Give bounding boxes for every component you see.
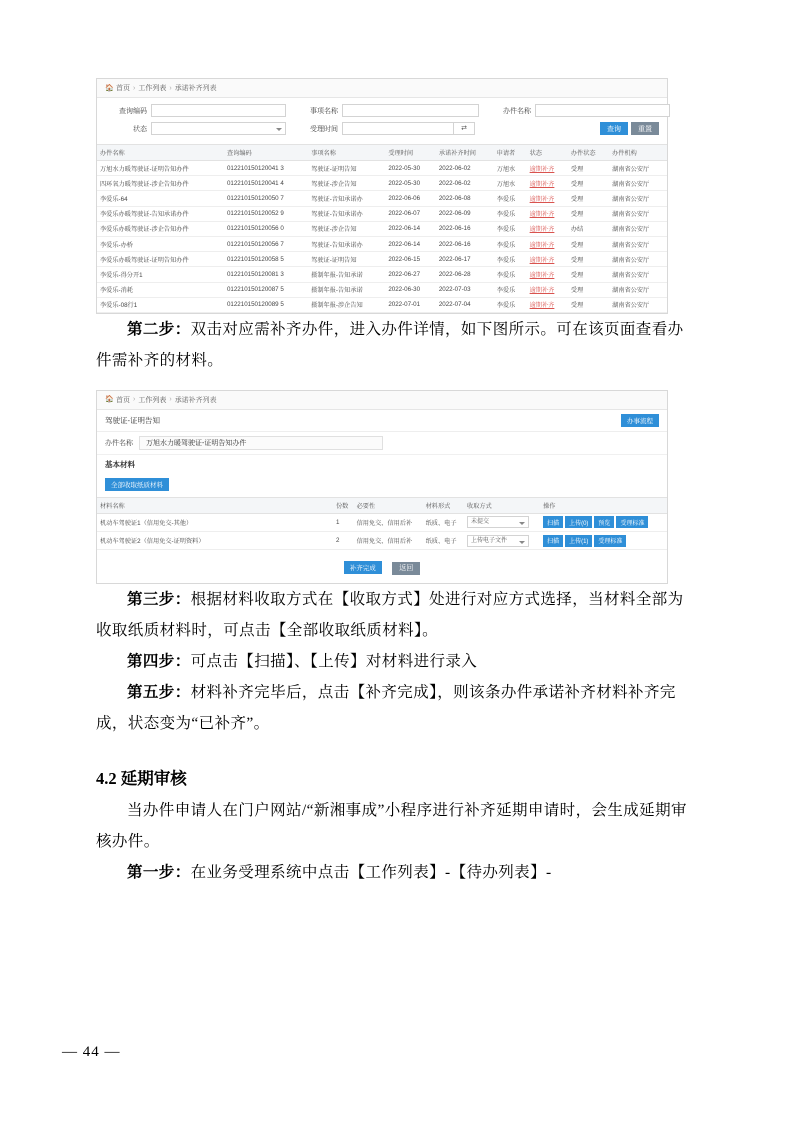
cell-status xyxy=(527,282,568,297)
action-button[interactable]: 扫描 xyxy=(543,516,563,528)
cell: 万旭水 xyxy=(494,161,527,176)
search-button[interactable]: 查询 xyxy=(600,122,628,135)
paragraph-step-three xyxy=(96,584,696,646)
step-one-label: 第一步： xyxy=(127,864,191,882)
cell: 李爱乐-08行1 xyxy=(97,297,224,312)
cell: 2022-06-28 xyxy=(436,267,494,282)
table-row[interactable] xyxy=(97,236,667,251)
cell: 湖南省公安厅 xyxy=(609,297,667,312)
cell: 四环氧力暖驾驶证-涉企告知办件 xyxy=(97,176,224,191)
cell: 受理 xyxy=(568,282,609,297)
cell: 驾驶证-涉企告知 xyxy=(308,176,385,191)
cell: 李爱乐 xyxy=(494,236,527,251)
action-button[interactable]: 上传(1) xyxy=(565,535,592,547)
search-row-2 xyxy=(105,122,659,135)
cell: 2022-06-06 xyxy=(385,191,436,206)
cell: 2022-06-02 xyxy=(436,176,494,191)
cell: 李爱乐 xyxy=(494,206,527,221)
input-query-code[interactable] xyxy=(151,104,286,117)
cell: 摄制年报-涉企告知 xyxy=(308,297,385,312)
field-status xyxy=(105,122,286,135)
search-panel xyxy=(97,98,667,144)
cell: 2022-06-08 xyxy=(436,191,494,206)
cell: 驾驶证-音知承诺办 xyxy=(308,191,385,206)
table-row[interactable] xyxy=(97,267,667,282)
table-row[interactable] xyxy=(97,176,667,191)
cell-count: 1 xyxy=(333,513,354,531)
col-query-code: 查询编码 xyxy=(224,145,308,161)
cell: 012210150120041 4 xyxy=(224,176,308,191)
cell-actions xyxy=(540,532,667,550)
cell: 李爱乐办暖驾驶证-证明告知办件 xyxy=(97,252,224,267)
materials-table xyxy=(97,497,667,550)
paragraph-step-five xyxy=(96,677,696,739)
search-actions xyxy=(596,122,659,135)
breadcrumb-separator-1: › xyxy=(133,84,136,92)
detail-footer xyxy=(97,550,667,583)
breadcrumb-worklist[interactable]: 工作列表 xyxy=(138,396,167,404)
cell: 李爱乐-64 xyxy=(97,191,224,206)
page-number: — 44 — xyxy=(62,1044,121,1060)
col-item-name: 事项名称 xyxy=(308,145,385,161)
paragraph-step-four xyxy=(96,646,696,677)
basic-materials-label: 基本材料 xyxy=(105,459,135,469)
breadcrumb-separator-1: › xyxy=(133,396,136,404)
cell: 李爱乐 xyxy=(494,297,527,312)
field-item-name xyxy=(296,104,479,117)
cell: 012210150120056 0 xyxy=(224,221,308,236)
cell: 2022-06-16 xyxy=(436,236,494,251)
collect-all-paper-button[interactable]: 全部收取纸质材料 xyxy=(105,478,169,491)
detail-panel-header xyxy=(97,410,667,432)
label-query-code: 查询编码 xyxy=(119,107,147,115)
col-collect-method: 收取方式 xyxy=(464,497,540,513)
step-five-label: 第五步： xyxy=(127,684,191,702)
breadcrumb xyxy=(97,79,667,98)
col-status: 状态 xyxy=(527,145,568,161)
cell-material-name: 机动车驾驶证1（信用免交-其他） xyxy=(97,513,333,531)
cell: 湖南省公安厅 xyxy=(609,191,667,206)
case-name-value: 万旭水力暖驾驶证-证明告知办件 xyxy=(139,436,383,450)
cell-necessity: 信用免交、信用后补 xyxy=(354,513,423,531)
breadcrumb-current: 承诺补齐列表 xyxy=(174,85,217,92)
status-link[interactable]: 逾期补齐 xyxy=(529,226,555,234)
cell-necessity: 信用免交、信用后补 xyxy=(354,532,423,550)
label-case-name: 办件名称 xyxy=(503,107,531,115)
cell: 2022-07-01 xyxy=(385,297,436,312)
col-accept-time: 受理时间 xyxy=(385,145,436,161)
cell: 办结 xyxy=(568,221,609,236)
breadcrumb-2 xyxy=(97,391,667,410)
cell: 012210150120050 7 xyxy=(224,191,308,206)
cell: 受理 xyxy=(568,206,609,221)
cell-collect-method xyxy=(464,532,540,550)
cell: 驾驶证-证明告知 xyxy=(308,252,385,267)
cell: 湖南省公安厅 xyxy=(609,176,667,191)
table-body xyxy=(97,161,667,313)
cell: 2022-06-16 xyxy=(436,221,494,236)
breadcrumb-worklist[interactable]: 工作列表 xyxy=(138,85,167,92)
cell: 李爱乐 xyxy=(494,252,527,267)
status-link[interactable]: 逾期补齐 xyxy=(529,195,555,203)
cell: 受理 xyxy=(568,236,609,251)
process-guide-button[interactable]: 办事流程 xyxy=(621,414,659,427)
cell: 李爱乐 xyxy=(494,191,527,206)
cell: 湖南省公安厅 xyxy=(609,221,667,236)
collect-method-select[interactable]: 未提交 xyxy=(467,516,529,528)
cell: 2022-06-27 xyxy=(385,267,436,282)
cell: 摄制年报-告知承诺 xyxy=(308,267,385,282)
figure-case-detail xyxy=(96,390,668,584)
cell: 2022-05-30 xyxy=(385,161,436,176)
detail-title: 驾驶证-证明告知 xyxy=(105,415,160,425)
input-accept-time[interactable] xyxy=(342,122,454,135)
cell: 2022-05-30 xyxy=(385,176,436,191)
case-name-row xyxy=(97,432,667,455)
step-three-label: 第三步： xyxy=(127,591,191,609)
home-icon: 🏠 xyxy=(105,84,114,92)
action-button[interactable]: 受理标准 xyxy=(594,535,626,547)
paragraph-extension-intro: 当办件申请人在门户网站/“新湘事成”小程序进行补齐延期申请时，会生成延期审核办件。 xyxy=(96,802,687,851)
table-row[interactable] xyxy=(97,161,667,176)
home-icon: 🏠 xyxy=(105,396,114,404)
cell-status xyxy=(527,236,568,251)
cell: 驾驶证-证明告知 xyxy=(308,161,385,176)
breadcrumb-home[interactable]: 首页 xyxy=(116,396,130,404)
cell: 2022-06-02 xyxy=(436,161,494,176)
breadcrumb-separator-2: › xyxy=(169,84,172,92)
figure-pending-supplement-list xyxy=(96,78,668,314)
cell-material-name: 机动车驾驶证2（信用免交-证明资料） xyxy=(97,532,333,550)
cell: 驾驶证-告知承诺办 xyxy=(308,236,385,251)
col-case-name: 办件名称 xyxy=(97,145,224,161)
cell: 湖南省公安厅 xyxy=(609,282,667,297)
input-item-name[interactable] xyxy=(342,104,479,117)
cell-form: 纸质、电子 xyxy=(423,513,464,531)
table-row[interactable] xyxy=(97,206,667,221)
step-two-text: 双击对应需补齐办件，进入办件详情，如下图所示。可在该页面查看办件需补齐的材料。 xyxy=(96,320,684,369)
materials-header-row xyxy=(97,497,667,513)
label-accept-time: 受理时间 xyxy=(310,125,338,133)
cell: 012210150120041 3 xyxy=(224,161,308,176)
action-button[interactable]: 预览 xyxy=(594,516,614,528)
breadcrumb-home[interactable]: 首页 xyxy=(116,85,130,92)
status-link[interactable]: 逾期补齐 xyxy=(529,165,555,173)
cell: 012210150120056 7 xyxy=(224,236,308,251)
cell: 受理 xyxy=(568,267,609,282)
cell: 摄制年报-告知承诺 xyxy=(308,282,385,297)
cell-status xyxy=(527,221,568,236)
select-status[interactable] xyxy=(151,122,286,135)
cell-status xyxy=(527,191,568,206)
col-form: 材料形式 xyxy=(423,497,464,513)
cell: 012210150120087 5 xyxy=(224,282,308,297)
cell: 012210150120089 5 xyxy=(224,297,308,312)
cell: 湖南省公安厅 xyxy=(609,236,667,251)
case-name-label: 办件名称 xyxy=(105,439,133,447)
input-case-name[interactable] xyxy=(535,104,670,117)
status-link[interactable]: 逾期补齐 xyxy=(529,211,555,219)
cell: 湖南省公安厅 xyxy=(609,206,667,221)
section-heading: 4.2 延期审核 xyxy=(96,769,187,789)
table-row[interactable] xyxy=(97,191,667,206)
label-item-name: 事项名称 xyxy=(310,107,338,115)
cell-status xyxy=(527,267,568,282)
cell: 李爱乐-消耗 xyxy=(97,282,224,297)
action-button[interactable]: 扫描 xyxy=(543,535,563,547)
label-status: 状态 xyxy=(133,125,147,133)
cell-collect-method xyxy=(464,513,540,531)
status-link[interactable]: 逾期补齐 xyxy=(529,180,555,188)
table-row[interactable] xyxy=(97,252,667,267)
col-org: 办件机构 xyxy=(609,145,667,161)
cell-form: 纸质、电子 xyxy=(423,532,464,550)
search-row-1 xyxy=(105,104,659,117)
cell-count: 2 xyxy=(333,532,354,550)
collect-method-select[interactable]: 上传电子文件 xyxy=(467,535,529,547)
action-button[interactable]: 受理标准 xyxy=(616,516,648,528)
cell: 受理 xyxy=(568,161,609,176)
cell: 李爱乐-办桥 xyxy=(97,236,224,251)
col-material-name: 材料名称 xyxy=(97,497,333,513)
cell: 2022-06-14 xyxy=(385,221,436,236)
cell: 2022-06-14 xyxy=(385,236,436,251)
paragraph-step-one xyxy=(96,857,696,888)
action-button[interactable]: 上传(0) xyxy=(565,516,592,528)
cell: 驾驶证-涉企告知 xyxy=(308,221,385,236)
cell: 2022-06-30 xyxy=(385,282,436,297)
step-five-text: 材料补齐完毕后，点击【补齐完成】，则该条办件承诺补齐材料补齐完成，状态变为“已补齐”。 xyxy=(96,684,676,733)
cell: 李爱乐-得分开1 xyxy=(97,267,224,282)
cell-status xyxy=(527,252,568,267)
material-row xyxy=(97,513,667,531)
cell: 受理 xyxy=(568,176,609,191)
table-header-row xyxy=(97,145,667,161)
breadcrumb-separator-2: › xyxy=(169,396,172,404)
col-case-status: 办件状态 xyxy=(568,145,609,161)
cell: 012210150120052 9 xyxy=(224,206,308,221)
status-link[interactable]: 逾期补齐 xyxy=(529,241,555,249)
breadcrumb-current: 承诺补齐列表 xyxy=(174,396,217,404)
status-link[interactable]: 逾期补齐 xyxy=(529,287,555,295)
cell-actions xyxy=(540,513,667,531)
col-count: 份数 xyxy=(333,497,354,513)
step-two-label: 第二步： xyxy=(127,320,191,338)
cell-status xyxy=(527,161,568,176)
cell: 驾驶证-告知承诺办 xyxy=(308,206,385,221)
table-row[interactable] xyxy=(97,297,667,312)
field-query-code xyxy=(105,104,286,117)
cell: 受理 xyxy=(568,191,609,206)
cell: 受理 xyxy=(568,297,609,312)
cell: 012210150120081 3 xyxy=(224,267,308,282)
cell: 李爱乐 xyxy=(494,282,527,297)
table-row[interactable] xyxy=(97,282,667,297)
step-three-text: 根据材料收取方式在【收取方式】处进行对应方式选择，当材料全部为收取纸质材料时，可点击【全部收取纸质材料】。 xyxy=(96,591,684,640)
reset-button[interactable]: 重置 xyxy=(631,122,659,135)
step-four-label: 第四步： xyxy=(127,653,191,671)
step-four-text: 可点击【扫描】、【上传】对材料进行录入 xyxy=(190,653,478,671)
cell: 李爱乐 xyxy=(494,221,527,236)
pending-list-table xyxy=(97,144,667,313)
complete-supplement-button[interactable]: 补齐完成 xyxy=(344,561,382,574)
field-accept-time xyxy=(296,122,475,135)
back-button[interactable]: 返回 xyxy=(392,562,420,575)
cell: 湖南省公安厅 xyxy=(609,267,667,282)
status-link[interactable]: 逾期补齐 xyxy=(529,302,555,310)
cell: 万旭水力暖驾驶证-证明告知办件 xyxy=(97,161,224,176)
cell: 李爱乐 xyxy=(494,267,527,282)
cell: 2022-07-04 xyxy=(436,297,494,312)
col-actions: 操作 xyxy=(540,497,667,513)
materials-toolbar xyxy=(97,472,667,497)
cell-status xyxy=(527,297,568,312)
cell: 万旭水 xyxy=(494,176,527,191)
cell: 湖南省公安厅 xyxy=(609,161,667,176)
cell-status xyxy=(527,176,568,191)
status-link[interactable]: 逾期补齐 xyxy=(529,256,555,264)
cell-status xyxy=(527,206,568,221)
cell: 2022-07-03 xyxy=(436,282,494,297)
col-applicant: 申请者 xyxy=(494,145,527,161)
status-link[interactable]: 逾期补齐 xyxy=(529,271,555,279)
step-one-text: 在业务受理系统中点击【工作列表】-【待办列表】- xyxy=(190,864,552,882)
cell: 012210150120058 5 xyxy=(224,252,308,267)
cell: 湖南省公安厅 xyxy=(609,252,667,267)
paragraph-step-two xyxy=(96,314,696,376)
page-content xyxy=(96,78,696,888)
material-row xyxy=(97,532,667,550)
cell: 2022-06-09 xyxy=(436,206,494,221)
cell: 2022-06-17 xyxy=(436,252,494,267)
cell: 李爱乐办暖驾驶证-告知承诺办件 xyxy=(97,206,224,221)
cell: 李爱乐办暖驾驶证-涉企告知办件 xyxy=(97,221,224,236)
field-case-name xyxy=(489,104,670,117)
cell: 2022-06-15 xyxy=(385,252,436,267)
materials-body xyxy=(97,513,667,549)
cell: 2022-06-07 xyxy=(385,206,436,221)
cell: 受理 xyxy=(568,252,609,267)
table-row[interactable] xyxy=(97,221,667,236)
col-promise-time: 承诺补齐时间 xyxy=(436,145,494,161)
col-necessity: 必要性 xyxy=(354,497,423,513)
swap-icon[interactable]: ⇄ xyxy=(454,122,475,135)
